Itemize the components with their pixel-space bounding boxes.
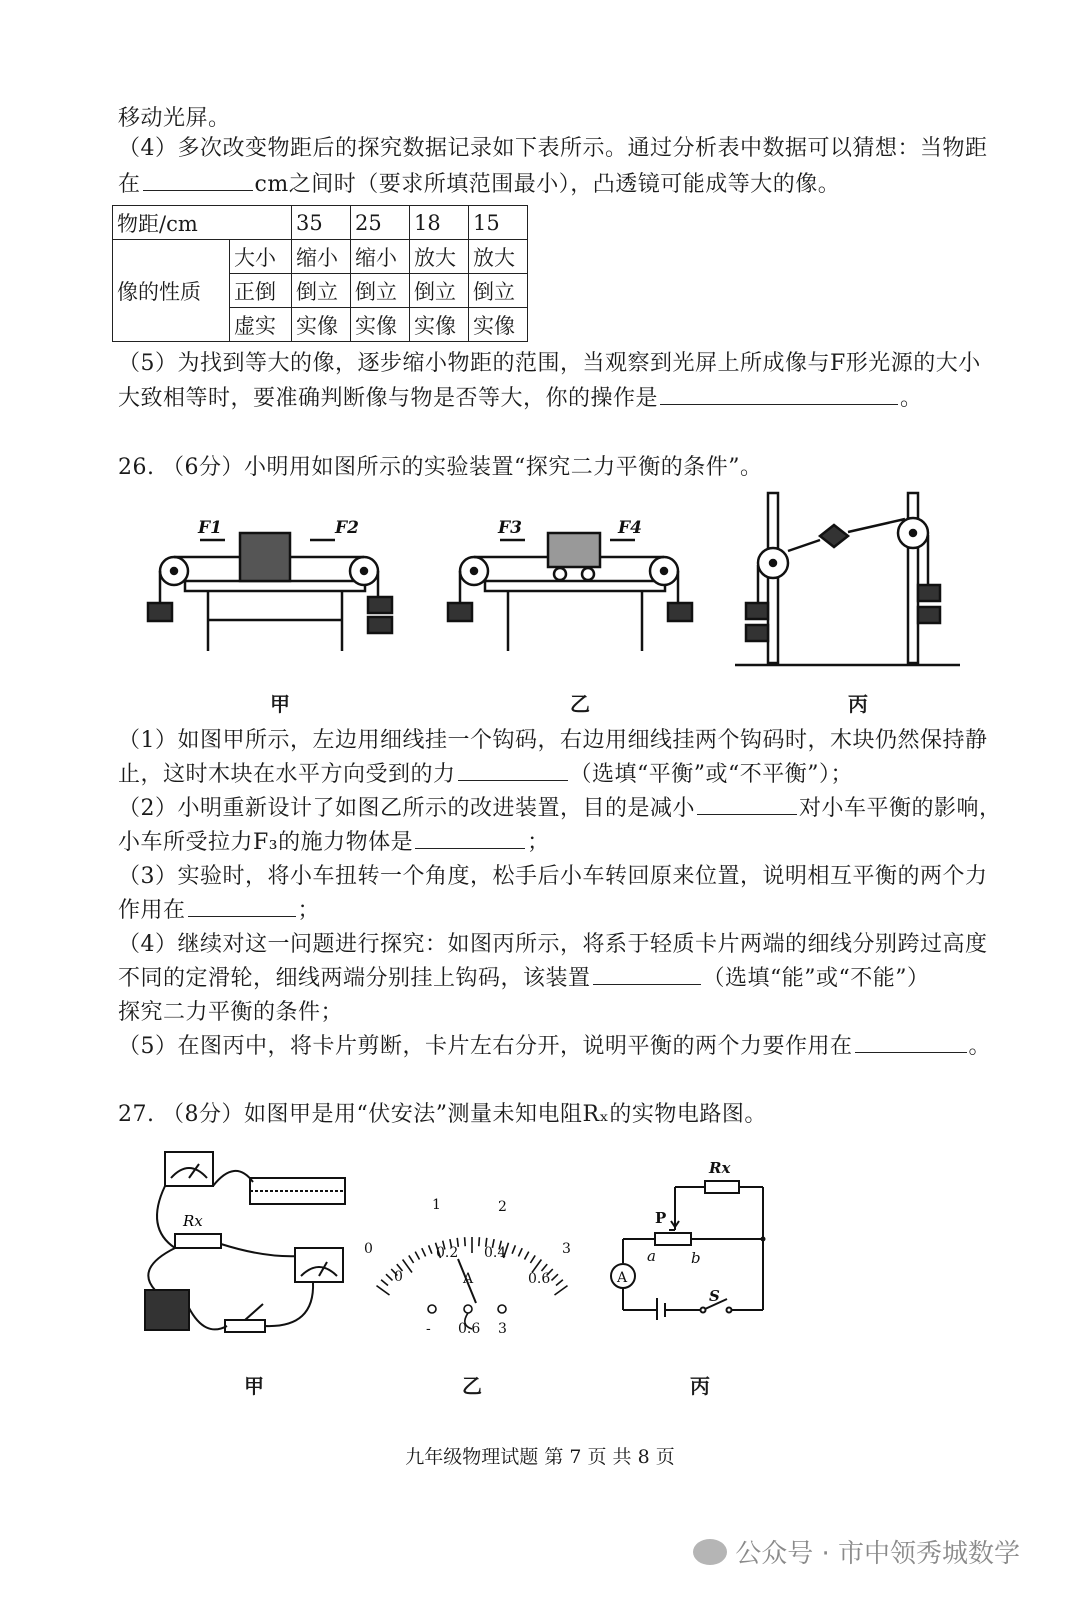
terminal-label: a (647, 1247, 656, 1265)
scale-label: 0 (364, 1241, 373, 1257)
scale-label: 0 (394, 1269, 403, 1285)
figure-caption: 丙 (848, 692, 868, 716)
watermark: 公众号 · 市中领秀城数学 (693, 1533, 1020, 1570)
table-cell: 25 (351, 206, 410, 240)
scale-label: 3 (562, 1241, 571, 1257)
table-cell: 倒立 (410, 274, 469, 308)
question-25-4-text-2: 在 cm之间时（要求所填范围最小），凸透镜可能成等大的像。 (118, 172, 841, 197)
terminal-label: 0.6 (458, 1321, 481, 1337)
table-cell: 倒立 (469, 274, 528, 308)
table-row-label: 正倒 (230, 274, 292, 308)
page-footer: 九年级物理试题 第 7 页 共 8 页 (405, 1446, 675, 1468)
table-cell: 放大 (410, 240, 469, 274)
question-26-4-text: （4）继续对这一问题进行探究：如图丙所示，将系于轻质卡片两端的细线分别跨过高度 (118, 932, 988, 957)
table-cell: 缩小 (292, 240, 351, 274)
table-cell: 实像 (292, 308, 351, 342)
table-cell: 18 (410, 206, 469, 240)
dial-tick (552, 1274, 559, 1280)
dial-tick (377, 1286, 390, 1295)
rx-label: Rx (183, 1212, 203, 1230)
dial-tick (381, 1280, 388, 1286)
table-row-label: 大小 (230, 240, 292, 274)
table-cell: 倒立 (351, 274, 410, 308)
table-cell: 15 (469, 206, 528, 240)
force-label: F2 (335, 518, 359, 538)
figure-caption: 丙 (690, 1374, 710, 1398)
switch-label: S (709, 1287, 720, 1305)
text-line: 移动光屏。 (118, 106, 231, 131)
meter-label: A (617, 1270, 628, 1286)
dial-tick (479, 1237, 480, 1246)
dial-tick (518, 1248, 522, 1256)
answer-blank[interactable] (660, 384, 898, 405)
dial-tick (403, 1260, 412, 1273)
answer-blank[interactable] (593, 964, 701, 985)
table-cell: 35 (292, 206, 351, 240)
terminal-label: 3 (498, 1321, 507, 1337)
question-25-5-text-2: 大致相等时，要准确判断像与物是否等大，你的操作是 。 (118, 386, 923, 411)
question-26-2-text: （2）小明重新设计了如图乙所示的改进装置，目的是减小 对小车平衡的影响， (118, 796, 1002, 821)
force-label: F1 (198, 518, 222, 538)
question-26-3-text-2: 作用在 ； (118, 898, 321, 923)
terminal-label: - (426, 1321, 431, 1337)
table-cell: 倒立 (292, 274, 351, 308)
answer-blank[interactable] (188, 896, 296, 917)
question-26-4-text-2: 不同的定滑轮，细线两端分别挂上钩码，该装置 （选填“能”或“不能”） (118, 966, 930, 991)
table-cell: 放大 (469, 240, 528, 274)
dial-tick (512, 1245, 515, 1253)
dial-tick (415, 1252, 419, 1260)
dial-tick (429, 1245, 432, 1253)
question-26-5-text: （5）在图丙中，将卡片剪断，卡片左右分开，说明平衡的两个力要作用在 。 (118, 1034, 992, 1059)
answer-blank[interactable] (458, 760, 568, 781)
lens-data-table (112, 205, 528, 342)
question-26-1-text: （1）如图甲所示，左边用细线挂一个钩码，右边用细线挂两个钩码时，木块仍然保持静 (118, 728, 988, 753)
figure-27-circuit-diagram (605, 1155, 775, 1320)
question-25-4-text: （4）多次改变物距后的探究数据记录如下表所示。通过分析表中数据可以猜想：当物距 (118, 136, 988, 161)
figure-caption: 甲 (244, 1374, 264, 1398)
question-26-2-text-2: 小车所受拉力F₃的施力物体是 ； (118, 830, 550, 855)
dial-tick (386, 1274, 393, 1280)
question-27-heading: 27. （8分）如图甲是用“伏安法”测量未知电阻Rₓ的实物电路图。 (118, 1102, 767, 1127)
table-cell: 实像 (351, 308, 410, 342)
dial-tick (422, 1248, 426, 1256)
question-26-4-text-3: 探究二力平衡的条件； (118, 1000, 344, 1025)
figure-27-ammeter-dial (360, 1195, 585, 1345)
question-26-1-text-2: 止，这时木块在水平方向受到的力 （选填“平衡”或“不平衡”）； (118, 762, 854, 787)
scale-label: 0.6 (528, 1271, 551, 1287)
question-25-5-text: （5）为找到等大的像，逐步缩小物距的范围，当观察到光屏上所成像与F形光源的大小 (118, 351, 981, 376)
scale-label: 2 (498, 1199, 507, 1215)
answer-blank[interactable] (855, 1032, 967, 1053)
answer-blank[interactable] (415, 828, 525, 849)
table-cell: 实像 (410, 308, 469, 342)
table-row-label: 虚实 (230, 308, 292, 342)
question-26-heading: 26. （6分）小明用如图所示的实验装置“探究二力平衡的条件”。 (118, 455, 763, 480)
scale-label: 0.2 (436, 1245, 459, 1261)
force-label: F3 (498, 518, 522, 538)
terminal-label: b (691, 1249, 701, 1267)
table-cell: 缩小 (351, 240, 410, 274)
figure-27-physical-circuit (135, 1148, 360, 1348)
question-26-3-text: （3）实验时，将小车扭转一个角度，松手后小车转回原来位置，说明相互平衡的两个力 (118, 864, 988, 889)
dial-tick (556, 1280, 563, 1286)
figure-26-apparatus (130, 485, 960, 685)
dial-tick (542, 1264, 548, 1271)
figure-caption: 甲 (270, 692, 290, 716)
dial-tick (530, 1255, 535, 1263)
force-label: F4 (618, 518, 642, 538)
dial-tick (525, 1252, 529, 1260)
table-cell: 实像 (469, 308, 528, 342)
figure-caption: 乙 (462, 1374, 482, 1398)
scale-label: 0.4 (484, 1245, 507, 1261)
table-header-distance: 物距/cm (113, 206, 292, 240)
dial-tick (555, 1286, 568, 1295)
slider-label: P (655, 1209, 667, 1227)
answer-blank[interactable] (697, 794, 797, 815)
unit-label: A (463, 1271, 474, 1287)
wechat-icon (693, 1539, 727, 1565)
rx-label: Rx (709, 1159, 731, 1177)
table-group-label: 像的性质 (113, 240, 230, 342)
figure-caption: 乙 (570, 692, 590, 716)
answer-blank[interactable] (143, 170, 253, 191)
dial-tick (409, 1255, 414, 1263)
scale-label: 1 (432, 1197, 441, 1213)
dial-tick (465, 1237, 466, 1246)
